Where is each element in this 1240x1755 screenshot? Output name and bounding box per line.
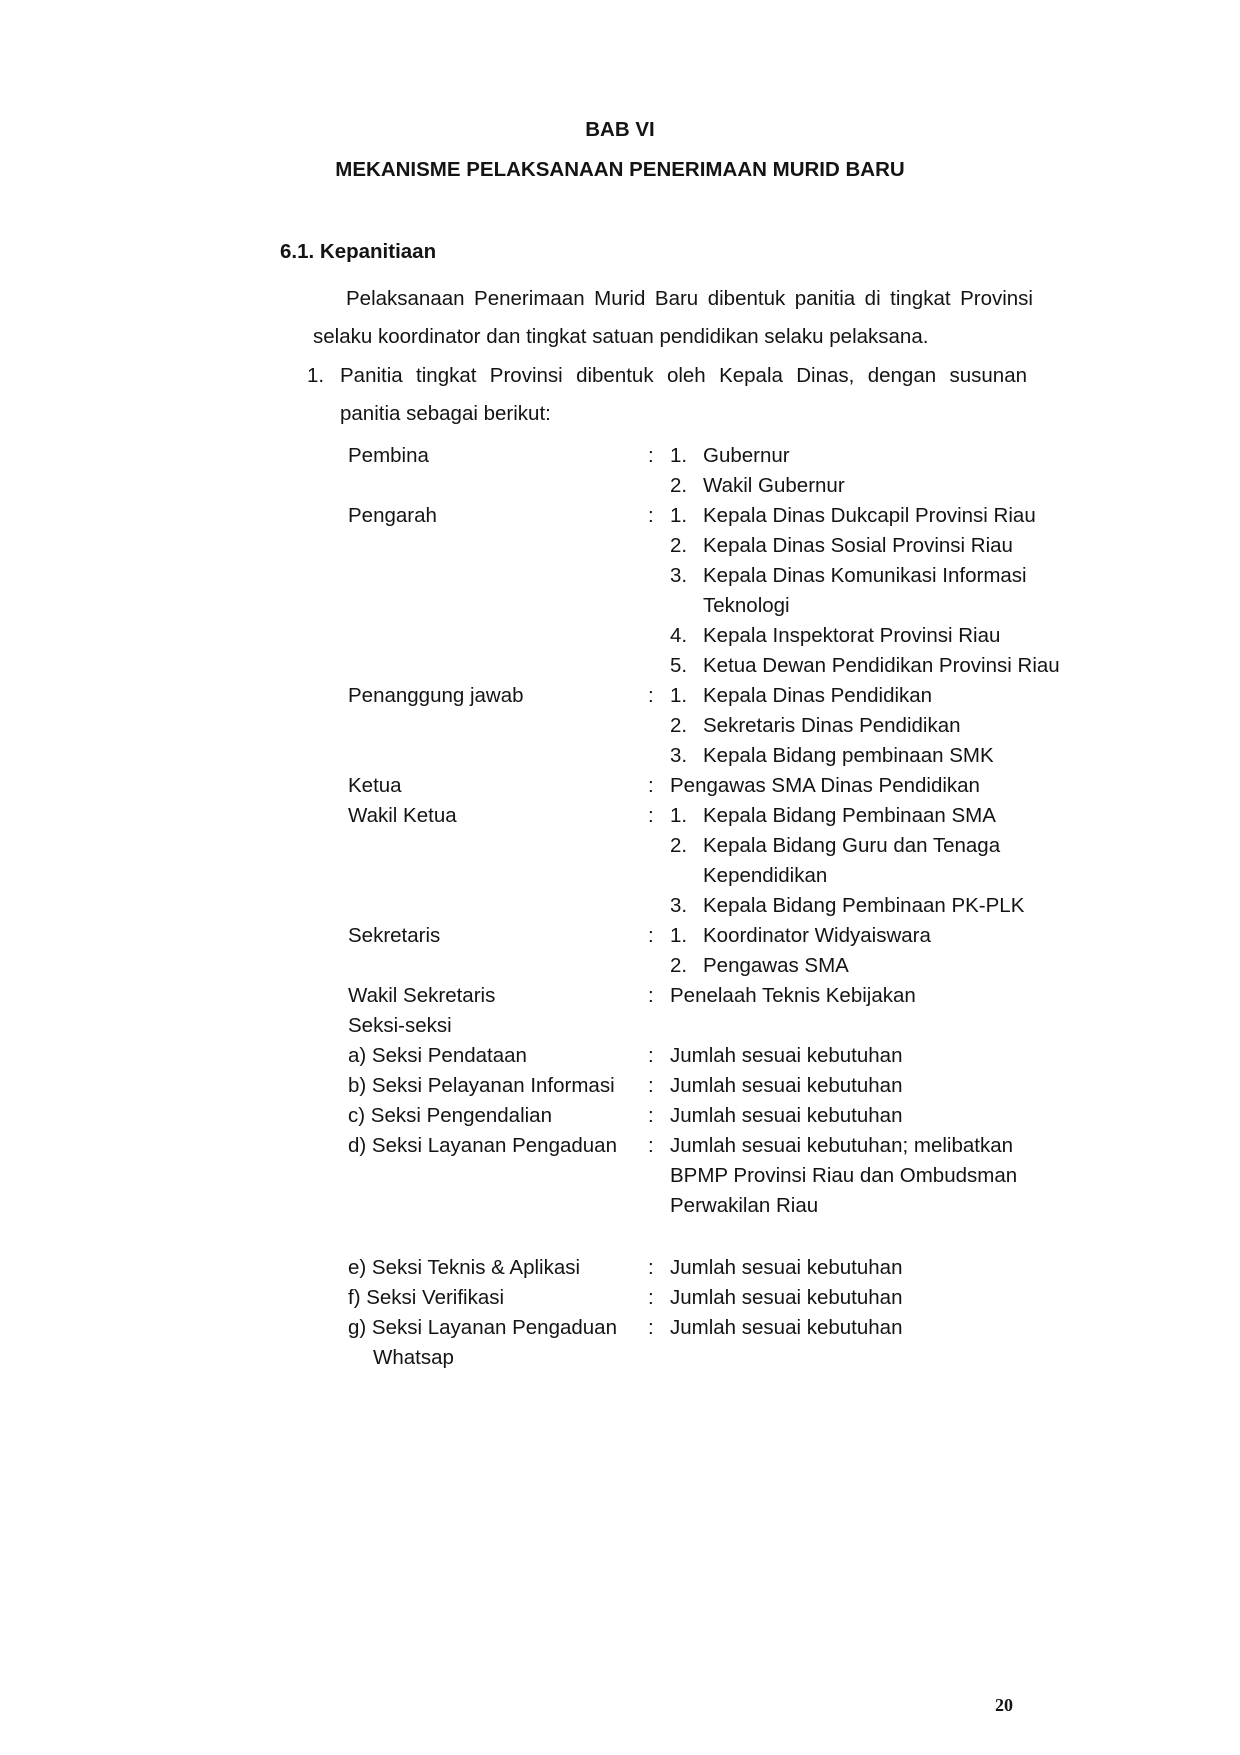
colon-separator: : [648,984,654,1007]
colon-separator: : [648,804,654,827]
committee-members [670,771,1068,801]
member-item [670,651,1068,681]
committee-members [670,501,1068,681]
section-number: 6.1. [280,240,315,263]
colon-separator: : [648,1286,654,1309]
committee-row [348,1313,1068,1373]
member-text: Pengawas SMA [703,954,849,977]
committee-role-label: Pembina [348,444,429,467]
member-item [670,561,1068,621]
committee-role [348,681,648,771]
member-text: Jumlah sesuai kebutuhan [670,1256,903,1279]
member-text: Gubernur [703,444,790,467]
committee-role [348,921,648,981]
member-number: 2. [670,534,688,557]
member-item [670,621,1068,651]
numbered-list-item [307,357,1027,433]
committee-role-label: g) Seksi Layanan Pengaduan [348,1316,617,1339]
member-number: 2. [670,954,688,977]
member-text: Jumlah sesuai kebutuhan [670,1286,903,1309]
committee-row [348,501,1068,681]
committee-role [348,771,648,801]
member-text: Pengawas SMA Dinas Pendidikan [670,774,980,797]
member-text: Jumlah sesuai kebutuhan [670,1316,903,1339]
committee-role [348,1283,648,1313]
member-item [670,831,1068,891]
colon-separator: : [648,1316,654,1339]
member-text: Wakil Gubernur [703,474,845,497]
colon-separator: : [648,1044,654,1067]
committee-row [348,1253,1068,1283]
member-text: Kepala Dinas Sosial Provinsi Riau [703,534,1013,557]
committee-role-label: c) Seksi Pengendalian [348,1104,552,1127]
member-text: Ketua Dewan Pendidikan Provinsi Riau [703,654,1060,677]
member-number: 1. [670,504,688,527]
committee-role-label: e) Seksi Teknis & Aplikasi [348,1256,581,1279]
committee-role [348,1071,648,1101]
member-text: Jumlah sesuai kebutuhan [670,1074,903,1097]
member-item [670,471,1068,501]
member-text: Jumlah sesuai kebutuhan; melibatkan BPMP Provinsi Riau dan Ombudsman Perwakilan Riau [670,1134,1018,1217]
member-text: Kepala Inspektorat Provinsi Riau [703,624,1001,647]
list-item-text: Panitia tingkat Provinsi dibentuk oleh Kepala Dinas, dengan susunan panitia sebagai berikut: [340,364,1027,425]
committee-role [348,501,648,681]
committee-role-label: Pengarah [348,504,437,527]
committee-members [670,1011,1068,1041]
committee-role [348,1041,648,1071]
colon-separator: : [648,684,654,707]
committee-role [348,981,648,1011]
member-item [670,891,1068,921]
committee-row [348,1131,1068,1221]
colon-separator: : [648,504,654,527]
colon-separator: : [648,1074,654,1097]
member-text: Kepala Bidang pembinaan SMK [703,744,994,767]
committee-role-label: Wakil Ketua [348,804,457,827]
member-number: 1. [670,924,688,947]
member-text: Kepala Dinas Pendidikan [703,684,933,707]
committee-role-label: a) Seksi Pendataan [348,1044,527,1067]
chapter-heading: BAB VI [585,118,655,141]
committee-role [348,1253,648,1283]
member-number: 2. [670,474,688,497]
committee-role-label: Penanggung jawab [348,684,524,707]
member-text: Kepala Dinas Dukcapil Provinsi Riau [703,504,1036,527]
colon-separator [648,1011,670,1041]
member-item [670,531,1068,561]
member-item [670,921,1068,951]
committee-members [670,441,1068,501]
member-number: 2. [670,834,688,857]
committee-members [670,1041,1068,1071]
committee-role [348,441,648,501]
committee-row [348,441,1068,501]
member-number: 5. [670,654,688,677]
section-heading [280,237,436,267]
committee-row [348,1071,1068,1101]
committee-members [670,1101,1068,1131]
committee-row [348,1041,1068,1071]
member-text: Koordinator Widyaiswara [703,924,931,947]
colon-separator: : [648,774,654,797]
member-number: 3. [670,894,688,917]
member-item [670,441,1068,471]
committee-role-label: Sekretaris [348,924,441,947]
committee-members [670,921,1068,981]
colon-separator: : [648,444,654,467]
colon-separator: : [648,1256,654,1279]
committee-members [670,1071,1068,1101]
member-text: Kepala Dinas Komunikasi Informasi Teknologi [703,564,1027,617]
member-item [670,801,1068,831]
committee-role [348,801,648,921]
committee-members [670,981,1068,1011]
colon-separator: : [648,1104,654,1127]
member-number: 2. [670,714,688,737]
committee-row [348,681,1068,771]
member-text: Penelaah Teknis Kebijakan [670,984,916,1007]
member-item [670,951,1068,981]
member-number: 3. [670,744,688,767]
colon-separator: : [648,924,654,947]
member-item [670,711,1068,741]
section-title: Kepanitiaan [319,240,437,263]
committee-members [670,1313,1068,1373]
member-number: 1. [670,444,688,467]
committee-role-label: Ketua [348,774,402,797]
committee-row [348,801,1068,921]
committee-row [348,921,1068,981]
member-text: Kepala Bidang Pembinaan SMA [703,804,996,827]
committee-role-label: d) Seksi Layanan Pengaduan [348,1134,617,1157]
committee-role [348,1131,648,1221]
page-number: 20 [995,1695,1013,1715]
member-item [670,681,1068,711]
member-item [670,741,1068,771]
member-text: Sekretaris Dinas Pendidikan [703,714,961,737]
committee-role [348,1313,648,1373]
member-item [670,501,1068,531]
committee-members [670,1131,1068,1221]
committee-members [670,1283,1068,1313]
section-paragraph: Pelaksanaan Penerimaan Murid Baru dibentuk panitia di tingkat Provinsi selaku koordinator dan tingkat satuan pendidikan selaku pelaksana. [313,287,1033,348]
list-item-number: 1. [307,364,325,387]
member-text: Jumlah sesuai kebutuhan [670,1104,903,1127]
member-text: Jumlah sesuai kebutuhan [670,1044,903,1067]
colon-separator: : [648,1134,654,1157]
committee-role-label: f) Seksi Verifikasi [348,1286,505,1309]
committee-row [348,1011,1068,1041]
member-number: 1. [670,684,688,707]
member-number: 1. [670,804,688,827]
committee-row [348,771,1068,801]
committee-row [348,1101,1068,1131]
committee-row [348,981,1068,1011]
committee-role [348,1011,648,1041]
member-number: 4. [670,624,688,647]
member-number: 3. [670,564,688,587]
chapter-title: MEKANISME PELAKSANAAN PENERIMAAN MURID BARU [335,158,905,181]
committee-members [670,681,1068,771]
member-text: Kepala Bidang Guru dan Tenaga Kependidikan [703,834,1001,887]
committee-role-label: Seksi-seksi [348,1014,452,1037]
committee-structure [348,441,1068,1373]
committee-role [348,1101,648,1131]
committee-role-label: b) Seksi Pelayanan Informasi [348,1074,615,1097]
committee-members [670,801,1068,921]
member-text: Kepala Bidang Pembinaan PK-PLK [703,894,1025,917]
committee-row [348,1283,1068,1313]
committee-role-label: Wakil Sekretaris [348,984,496,1007]
committee-members [670,1253,1068,1283]
committee-role-label-continued: Whatsap [373,1346,454,1369]
